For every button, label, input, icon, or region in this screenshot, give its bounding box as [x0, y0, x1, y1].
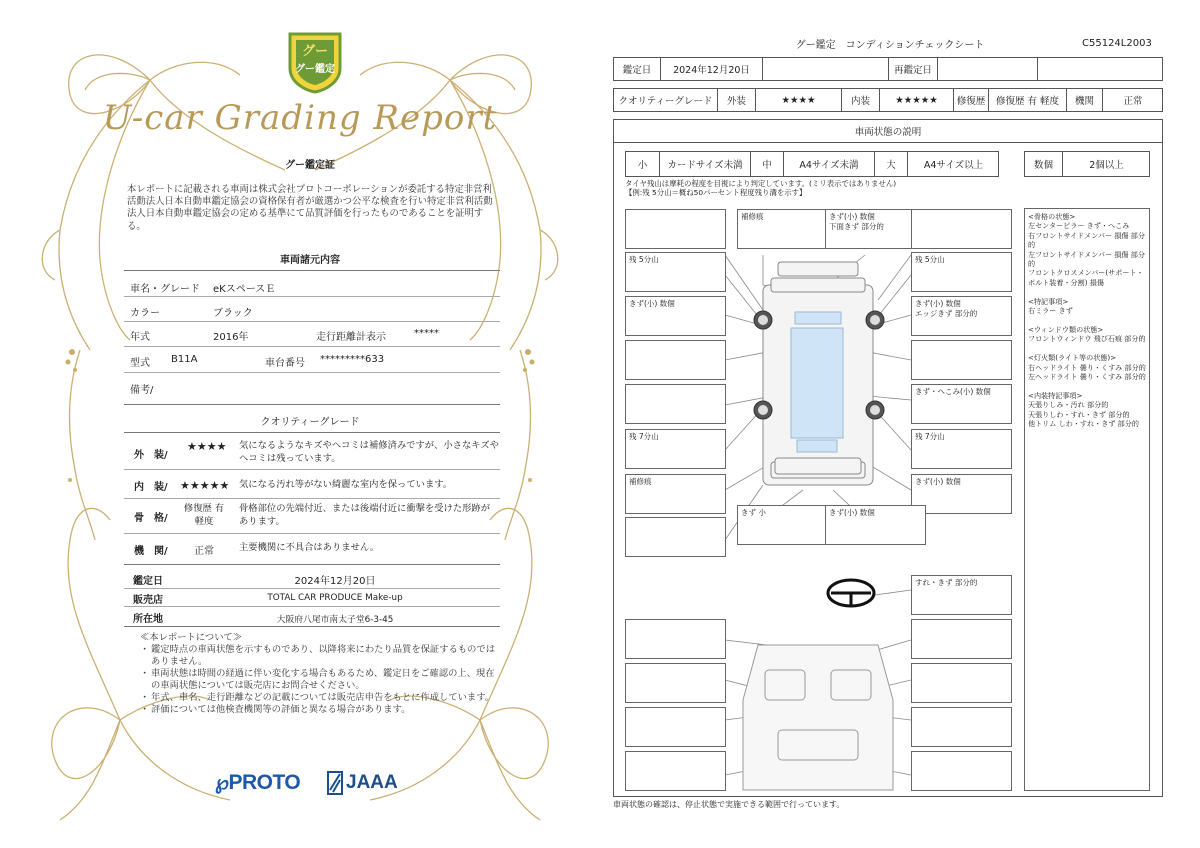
re-date-label: 再鑑定日 [889, 58, 938, 80]
quality-value-frame: 修復歴 有 軽度 [183, 503, 225, 527]
condition-label-box: 残 5分山 [911, 252, 1012, 292]
quality-label-frame: 骨 格/ [134, 513, 168, 524]
condition-label-box [625, 209, 726, 249]
quality-desc-engine: 主要機関に不具合はありません。 [239, 542, 380, 553]
notes-heading: ≪本レポートについて≫ [140, 632, 243, 643]
quality-stars-exterior: ★★★★ [187, 440, 227, 453]
tire-note-1: タイヤ残山は摩耗の程度を目視により判定しています。(ミリ表示ではありません) [625, 179, 897, 188]
note-item: ・ 車両状態は時間の経過に伴い変化する場合もあるため、鑑定日をご確認の上、現在の車両状態については販売店にお問合せください。 [140, 668, 495, 691]
condition-notes-text: <骨格の状態> 左センターピラー きず・へこみ 右フロントサイドメンバー 損傷 部分的 左フロントサイドメンバー 損傷 部分的 フロントクロスメンバー(サポート・ボルト装着・分割) 損傷 <特記事項> 右ミラー きず <ウィンドウ類の状態> フロントウィンドウ 飛び石痕 部分的 <灯火類(ライト等の状態)> 右ヘッドライト 曇り・くすみ 部分的 左ヘッドライト 曇り・くすみ 部分的 <内装特記事項> 天張りしみ・汚れ 部分的 天張りしわ・すれ・きず 部分的 他トリム しわ・すれ・きず 部分的 [1028, 212, 1146, 428]
jaaa-logo: JAAA [346, 772, 398, 793]
color-value: ブラック [213, 308, 253, 319]
sheet-title: グー鑑定 コンディションチェックシート [795, 40, 985, 51]
engine-label: 機関 [1067, 89, 1103, 111]
condition-label-box: きず(小) 数個 下面きず 部分的 [825, 209, 926, 249]
divider [124, 270, 500, 271]
chassis-label: 車台番号 [265, 358, 305, 369]
badge-goo-text: グー [301, 44, 328, 59]
date-blank [763, 58, 889, 80]
address-label: 所在地 [133, 614, 163, 625]
year-value: 2016年 [213, 332, 249, 343]
divider [124, 372, 500, 373]
divider [124, 432, 500, 433]
ext-value: ★★★★ [756, 89, 842, 111]
divider [124, 564, 500, 565]
condition-label-box [625, 663, 726, 703]
int-value: ★★★★★ [880, 89, 954, 111]
chassis-value: *********633 [320, 354, 385, 365]
divider [124, 469, 500, 470]
date-label: 鑑定日 [614, 58, 661, 80]
condition-label-box [911, 619, 1012, 659]
condition-label-box [625, 619, 726, 659]
condition-label-box: きず 小 [737, 505, 838, 545]
condition-label-box: きず(小) 数個 [825, 505, 926, 545]
count-label: 数個 [1025, 152, 1063, 176]
condition-label-box [625, 340, 726, 380]
repair-label: 修復歴 [954, 89, 989, 111]
quality-label-engine: 機 関/ [134, 546, 168, 557]
condition-label-box: 補修痕 [737, 209, 838, 249]
spec-heading: 車両諸元内容 [280, 255, 340, 266]
re-date-value [938, 58, 1038, 80]
quality-label-exterior: 外 装/ [134, 450, 168, 461]
condition-label-box [911, 707, 1012, 747]
condition-label-box [911, 751, 1012, 791]
condition-label-box [911, 209, 1012, 249]
date-value: 2024年12月20日 [661, 58, 763, 80]
divider [124, 404, 500, 405]
sheet-code: C55124L2003 [1082, 38, 1152, 49]
divider [124, 498, 500, 499]
size-medium: 中 [751, 152, 784, 176]
condition-notes [1024, 208, 1150, 791]
mileage-label: 走行距離計表示 [316, 332, 386, 343]
size-small: 小 [626, 152, 660, 176]
certificate-heading: グー鑑定証 [285, 160, 335, 171]
size-legend [625, 151, 999, 177]
note-item: ・ 評価については他検査機関等の評価と異なる場合があります。 [140, 704, 411, 715]
quality-heading: クオリティーグレード [260, 417, 360, 428]
quality-stars-interior: ★★★★★ [180, 479, 230, 492]
ext-label: 外装 [718, 89, 756, 111]
condition-label-box: きず(小) 数個 エッジきず 部分的 [911, 296, 1012, 336]
date-row [613, 57, 1163, 81]
size-large-desc: A4サイズ以上 [923, 160, 984, 171]
mileage-value: ***** [414, 328, 439, 339]
condition-label-box [911, 340, 1012, 380]
count-legend [1024, 151, 1150, 177]
name-value: eKスペースＥ [213, 284, 276, 295]
tire-note-2: 【例:残 5分山＝概ね50パーセント程度残り溝を示す】 [625, 188, 807, 197]
size-medium-desc: A4サイズ未満 [784, 152, 875, 176]
name-label: 車名・グレード [130, 284, 200, 295]
int-label: 内装 [842, 89, 880, 111]
proto-logo: ℘PROTO [215, 771, 301, 794]
appraisal-date-label: 鑑定日 [133, 576, 163, 587]
condition-label-box [625, 517, 726, 557]
condition-label-box: 残 5分山 [625, 252, 726, 292]
quality-desc-exterior: 気になるようなキズやヘコミは補修済みですが、小さなキズやヘコミは残っています。 [239, 440, 499, 464]
re-date-blank [1038, 58, 1163, 80]
divider [124, 296, 500, 297]
divider [124, 626, 500, 627]
note-item: ・ 年式、車名、走行距離などの記載については販売店申告をもとに作成しています。 [140, 692, 495, 703]
quality-label-interior: 内 装/ [134, 482, 168, 493]
color-label: カラー [130, 308, 160, 319]
divider [124, 346, 500, 347]
jaaa-emblem-icon [326, 770, 344, 796]
shop-label: 販売店 [133, 595, 163, 606]
quality-row [613, 88, 1163, 112]
address-value: 大阪府八尾市南太子堂6-3-45 [276, 615, 394, 625]
condition-label-box: 補修痕 [625, 474, 726, 514]
engine-value: 正常 [1123, 96, 1143, 107]
model-label: 型式 [130, 358, 150, 369]
quality-value-engine: 正常 [194, 546, 214, 557]
note-item: ・ 鑑定時点の車両状態を示すものであり、以降将来にわたり品質を保証するものではありません。 [140, 644, 495, 667]
model-value: B11A [171, 354, 198, 365]
condition-heading: 車両状態の説明 [613, 119, 1163, 143]
count-desc: 2個以上 [1089, 160, 1124, 171]
quality-desc-interior: 気になる汚れ等がない綺麗な室内を保っています。 [239, 479, 453, 490]
repair-value: 修復歴 有 軽度 [989, 89, 1067, 111]
condition-label-box: きず・へこみ(小) 数個 [911, 384, 1012, 424]
condition-label-box [625, 751, 726, 791]
condition-label-box: 残 7分山 [625, 429, 726, 469]
condition-label-box: 残 7分山 [911, 429, 1012, 469]
badge-label: グー鑑定 [295, 64, 335, 75]
divider [124, 588, 500, 589]
divider [124, 321, 500, 322]
appraisal-date-value: 2024年12月20日 [294, 576, 376, 587]
divider [124, 533, 500, 534]
sheet-footer: 車両状態の確認は、停止状態で実施できる範囲で行っています。 [613, 800, 845, 809]
size-small-desc: カードサイズ未満 [660, 152, 751, 176]
shop-value: TOTAL CAR PRODUCE Make-up [267, 593, 403, 603]
report-script-title: U-car Grading Report [102, 98, 498, 138]
condition-label-box [625, 707, 726, 747]
quality-desc-frame: 骨格部位の先端付近、または後端付近に衝撃を受けた形跡があります。 [239, 503, 491, 527]
year-label: 年式 [130, 332, 150, 343]
condition-label-box [911, 663, 1012, 703]
divider [124, 606, 500, 607]
certificate-intro: 本レポートに記載される車両は株式会社プロトコーポレーションが委託する特定非営利活動法人日本自動車鑑定協会の資格保有者が厳選かつ公平な検査を行い特定非営利活動法人日本自動車鑑定協会の定める基準にて品質評価を行ったものであることを証明する。 [127, 184, 493, 232]
remarks-label: 備考/ [130, 385, 154, 396]
size-large: 大 [875, 152, 908, 176]
qg-label: クオリティーグレード [614, 89, 718, 111]
condition-label-box: すれ・きず 部分的 [911, 575, 1012, 615]
condition-label-box: きず(小) 数個 [911, 474, 1012, 514]
report-notes [140, 632, 500, 716]
condition-label-box [625, 384, 726, 424]
condition-label-box: きず(小) 数個 [625, 296, 726, 336]
